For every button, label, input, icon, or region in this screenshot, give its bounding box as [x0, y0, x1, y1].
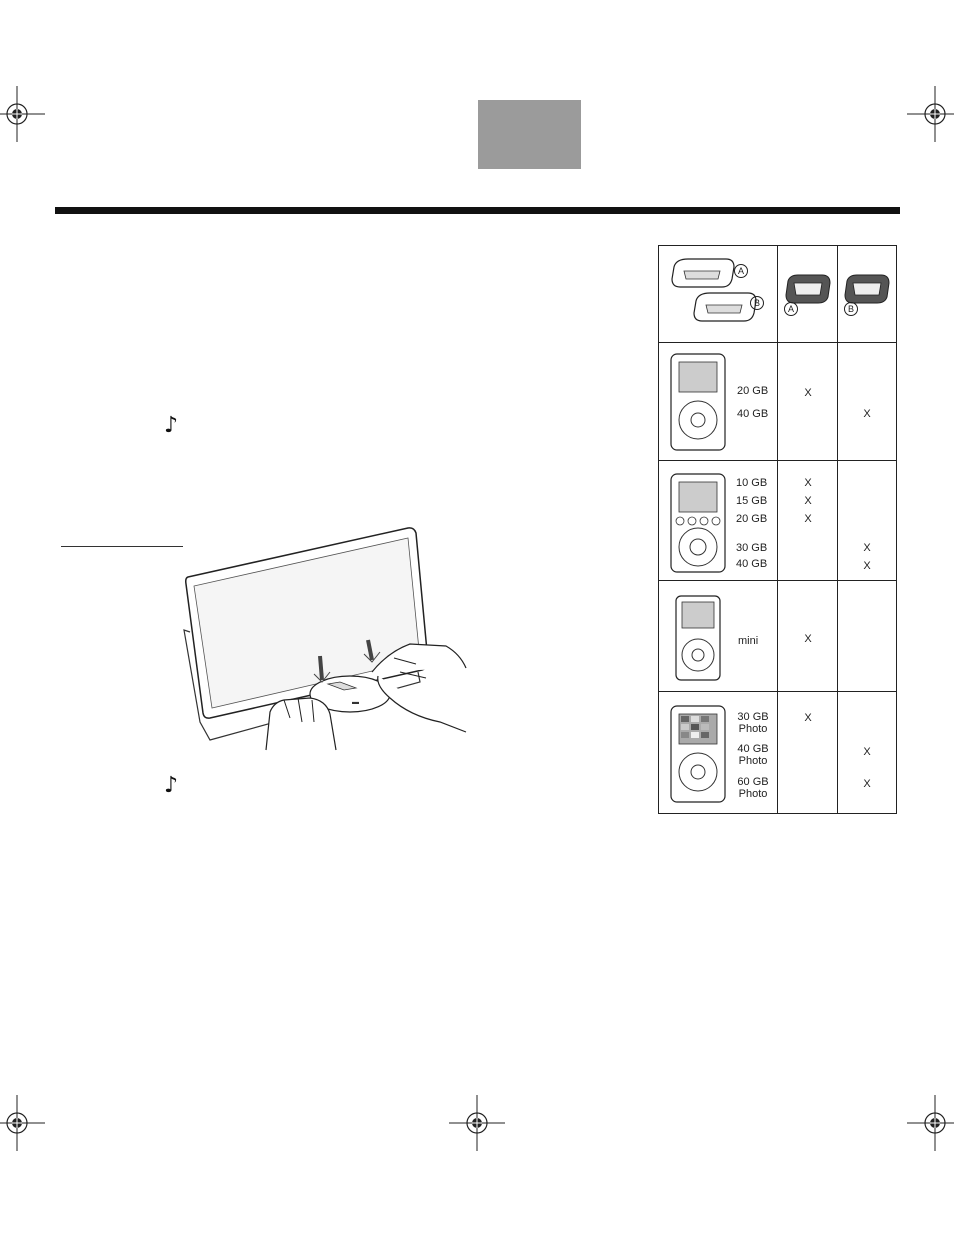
ipod-touchwheel-icon — [670, 473, 726, 573]
model-20gb: 20 GB — [737, 385, 769, 397]
model-30gb: 30 GB — [736, 542, 768, 554]
adapter-b-label: B — [750, 296, 764, 310]
ipod-mini-icon — [675, 595, 721, 681]
model-40gb-photo: 40 GB Photo — [737, 743, 769, 767]
model-20gb: 20 GB — [736, 513, 768, 525]
mark-b: X — [863, 542, 871, 554]
music-note-icon: ♪ — [164, 773, 179, 798]
mark-a: X — [804, 633, 812, 645]
mark-b: X — [863, 560, 871, 572]
dock-adapters-icon — [666, 253, 770, 335]
svg-text:▬: ▬ — [352, 699, 359, 706]
model-60gb-photo: 60 GB Photo — [737, 776, 769, 800]
mark-b: X — [863, 746, 871, 758]
ipod-clickwheel-icon — [670, 353, 726, 451]
model-15gb: 15 GB — [736, 495, 768, 507]
ipod-photo-icon — [670, 705, 726, 803]
mark-b: X — [863, 778, 871, 790]
mark-a: X — [804, 495, 812, 507]
music-note-icon: ♪ — [164, 413, 179, 438]
registration-mark-icon — [0, 1095, 45, 1151]
model-30gb-photo: 30 GB Photo — [737, 711, 769, 735]
caption-underline — [61, 546, 183, 547]
header-rule — [55, 207, 900, 214]
adapter-compatibility-table — [658, 245, 897, 814]
model-40gb: 40 GB — [737, 408, 769, 420]
registration-mark-icon — [0, 86, 45, 142]
registration-mark-icon — [907, 1095, 954, 1151]
mark-a: X — [804, 387, 812, 399]
model-40gb: 40 GB — [736, 558, 768, 570]
registration-mark-icon — [907, 86, 954, 142]
mark-a: X — [804, 477, 812, 489]
mark-b: X — [863, 408, 871, 420]
adapter-a-header: A — [784, 302, 798, 316]
registration-mark-icon — [449, 1095, 505, 1151]
model-10gb: 10 GB — [736, 477, 768, 489]
adapter-b-header: B — [844, 302, 858, 316]
dock-insertion-illustration — [180, 522, 470, 754]
chapter-tab-box — [478, 100, 581, 169]
mark-a: X — [804, 712, 812, 724]
mark-a: X — [804, 513, 812, 525]
adapter-a-label: A — [734, 264, 748, 278]
model-mini: mini — [738, 635, 759, 647]
